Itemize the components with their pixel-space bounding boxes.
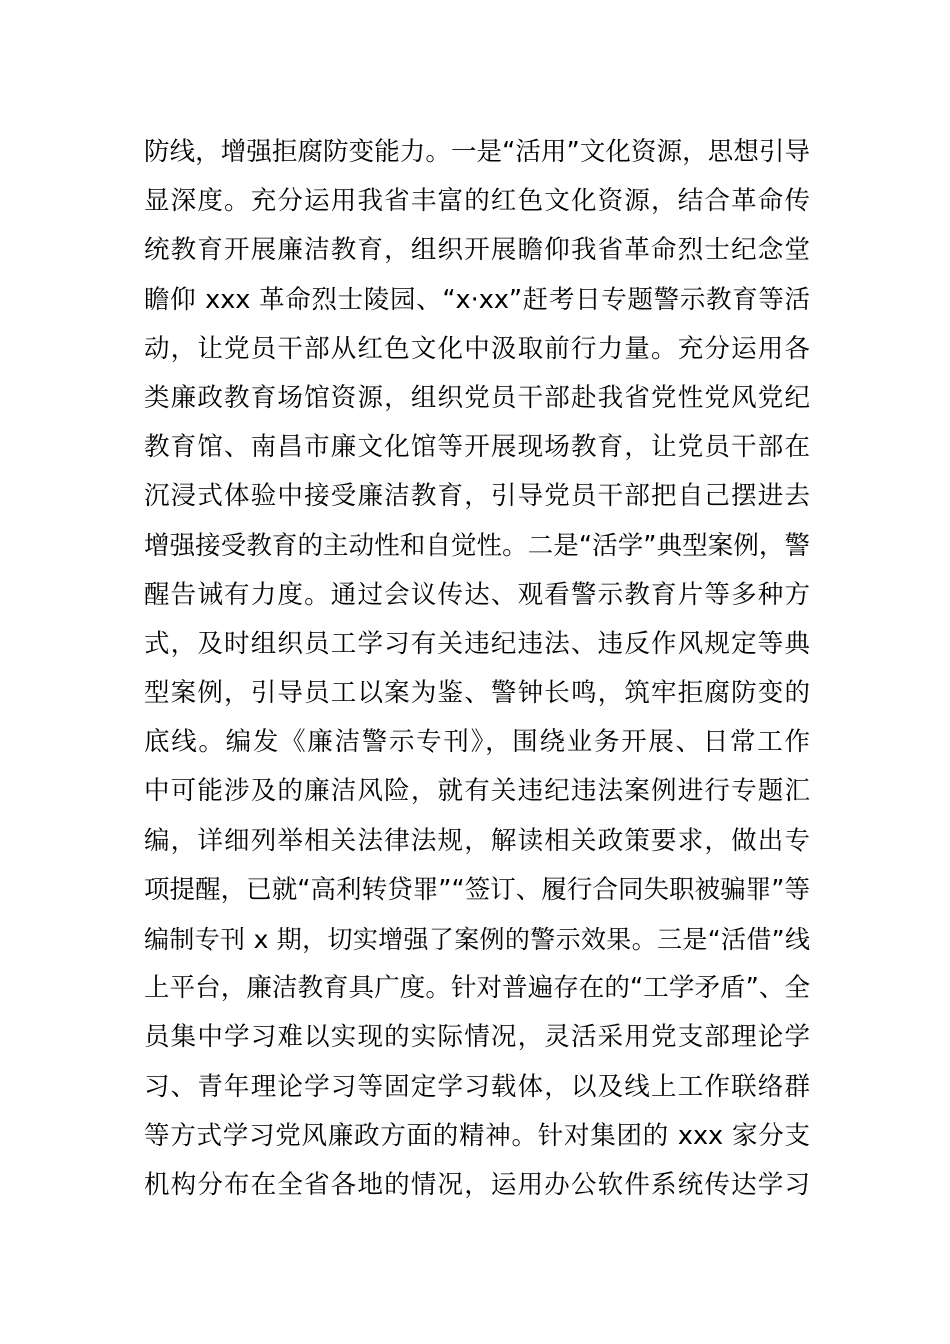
text-line: 等方式学习党风廉政方面的精神。针对集团的 xxx 家分支	[144, 1120, 810, 1151]
text-line: 教育馆、南昌市廉文化馆等开展现场教育，让党员干部在	[144, 432, 810, 463]
text-line: 编制专刊 x 期，切实增强了案例的警示效果。三是“活借”线	[144, 925, 810, 954]
text-line: 动，让党员干部从红色文化中汲取前行力量。充分运用各	[144, 333, 810, 364]
text-line: 统教育开展廉洁教育，组织开展瞻仰我省革命烈士纪念堂	[144, 235, 810, 266]
text-line: 增强接受教育的主动性和自觉性。二是“活学”典型案例，警	[144, 530, 810, 561]
text-line: 机构分布在全省各地的情况，运用办公软件系统传达学习	[144, 1169, 810, 1200]
text-line: 习、青年理论学习等固定学习载体，以及线上工作联络群	[144, 1071, 810, 1102]
text-line: 式，及时组织员工学习有关违纪违法、违反作风规定等典	[144, 628, 810, 659]
text-line: 防线，增强拒腐防变能力。一是“活用”文化资源，思想引导	[144, 137, 810, 167]
text-line: 显深度。充分运用我省丰富的红色文化资源，结合革命传	[144, 186, 810, 217]
text-line: 底线。编发《廉洁警示专刊》，围绕业务开展、日常工作	[144, 727, 810, 758]
text-line: 瞻仰 xxx 革命烈士陵园、“x·xx”赶考日专题警示教育等活	[144, 284, 810, 315]
text-line: 项提醒，已就“高利转贷罪”“签订、履行合同失职被骗罪”等	[144, 874, 810, 905]
text-line: 员集中学习难以实现的实际情况，灵活采用党支部理论学	[144, 1022, 810, 1053]
text-line: 醒告诫有力度。通过会议传达、观看警示教育片等多种方	[144, 579, 810, 610]
text-line: 沉浸式体验中接受廉洁教育，引导党员干部把自己摆进去	[144, 481, 810, 512]
body-text	[144, 128, 810, 1210]
text-line: 中可能涉及的廉洁风险，就有关违纪违法案例进行专题汇	[144, 776, 810, 807]
text-line: 编，详细列举相关法律法规，解读相关政策要求，做出专	[144, 825, 810, 856]
text-line: 上平台，廉洁教育具广度。针对普遍存在的“工学矛盾”、全	[144, 973, 810, 1004]
text-line: 型案例，引导员工以案为鉴、警钟长鸣，筑牢拒腐防变的	[144, 678, 810, 709]
text-line: 类廉政教育场馆资源，组织党员干部赴我省党性党风党纪	[144, 382, 810, 413]
